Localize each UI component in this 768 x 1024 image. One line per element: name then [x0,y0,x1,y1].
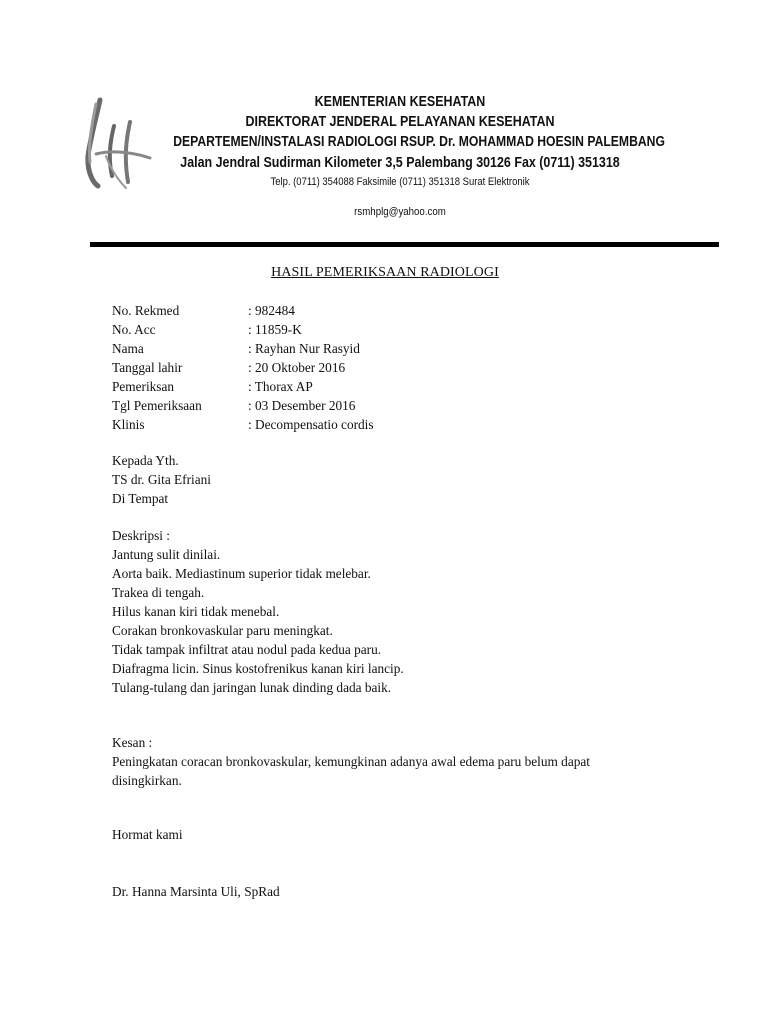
impression-heading: Kesan : [112,735,153,750]
letterhead-phone: Telp. (0711) 354088 Faksimile (0711) 351318 Surat Elektronik [270,176,530,188]
info-row [112,415,374,434]
patient-info [112,301,374,434]
info-label: Tgl Pemeriksaan [112,398,202,413]
description-line: Tulang-tulang dan jaringan lunak dinding dada baik. [112,680,392,695]
closing-text: Hormat kami [112,827,183,842]
info-row [112,396,374,415]
description-line: Tidak tampak infiltrat atau nodul pada kedua paru. [112,642,382,657]
info-label: No. Acc [112,322,156,337]
description-line: Hilus kanan kiri tidak menebal. [112,604,280,619]
impression-line: disingkirkan. [112,773,182,788]
description-line: Trakea di tengah. [112,585,205,600]
info-value: : 20 Oktober 2016 [248,360,346,375]
info-row [112,358,374,377]
info-value: : Decompensatio cordis [248,417,374,432]
info-row [112,320,374,339]
letterhead-ministry: KEMENTERIAN KESEHATAN [314,94,486,110]
info-value: : 11859-K [248,322,302,337]
letterhead-address: Jalan Jendral Sudirman Kilometer 3,5 Palembang 30126 Fax (0711) 351318 [180,155,620,171]
impression-block [112,733,590,790]
info-label: Pemeriksan [112,379,175,394]
description-line: Corakan bronkovaskular paru meningkat. [112,623,333,638]
info-value: : 982484 [248,303,295,318]
info-row [112,377,374,396]
letterhead-email: rsmhplg@yahoo.com [354,206,446,218]
recipient-name: TS dr. Gita Efriani [112,472,211,487]
ministry-logo [66,96,152,190]
header-divider [90,242,719,247]
info-label: Tanggal lahir [112,360,183,375]
description-line: Jantung sulit dinilai. [112,547,221,562]
description-block [112,526,404,697]
impression-line: Peningkatan coracan bronkovaskular, kemungkinan adanya awal edema paru belum dapat [112,754,590,769]
signature-name: Dr. Hanna Marsinta Uli, SpRad [112,884,280,899]
info-label: No. Rekmed [112,303,180,318]
recipient-greeting: Kepada Yth. [112,453,179,468]
letterhead-department: DEPARTEMEN/INSTALASI RADIOLOGI RSUP. Dr. MOHAMMAD HOESIN PALEMBANG [173,134,665,150]
info-value: : Thorax AP [248,379,313,394]
info-row [112,301,374,320]
recipient-block [112,451,211,508]
info-label: Klinis [112,417,145,432]
description-line: Diafragma licin. Sinus kostofrenikus kanan kiri lancip. [112,661,404,676]
description-line: Aorta baik. Mediastinum superior tidak melebar. [112,566,371,581]
letterhead-directorate: DIREKTORAT JENDERAL PELAYANAN KESEHATAN [245,114,555,130]
info-value: : 03 Desember 2016 [248,398,356,413]
info-label: Nama [112,341,144,356]
recipient-place: Di Tempat [112,491,169,506]
report-title: HASIL PEMERIKSAAN RADIOLOGI [271,265,499,280]
info-value: : Rayhan Nur Rasyid [248,341,360,356]
info-row [112,339,374,358]
description-heading: Deskripsi : [112,528,170,543]
